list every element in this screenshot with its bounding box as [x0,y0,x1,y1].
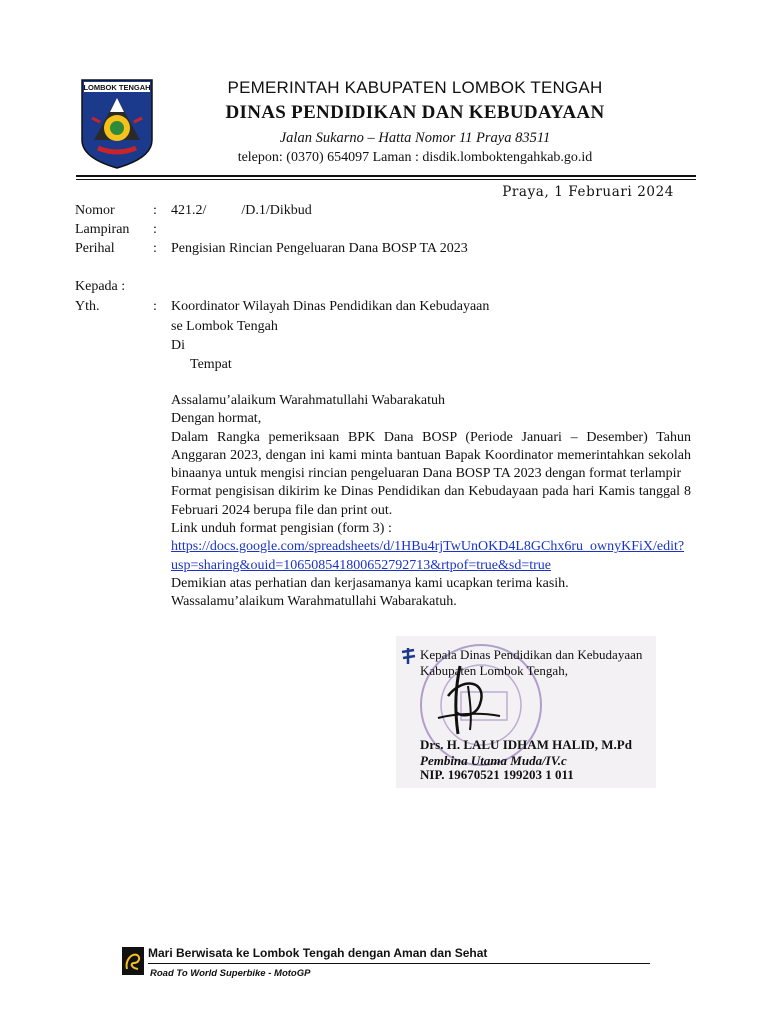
greeting: Assalamu’alaikum Warahmatullahi Wabarakatuh [171,393,446,408]
perihal-label: Perihal [75,241,115,256]
paragraph-2: Format pengisisan dikirim ke Dinas Pendidikan dan Kebudayaan pada hari Kamis tanggal 8 Februari 2024 berupa file dan print out. [171,484,691,518]
yth-colon: : [153,299,157,314]
nomor-value: 421.2/ /D.1/Dikbud [171,203,312,218]
link-label: Link unduh format pengisian (form 3) : [171,521,392,537]
footer-slogan: Mari Berwisata ke Lombok Tengah dengan Aman dan Sehat [148,946,488,960]
lampiran-label: Lampiran [75,222,130,237]
footer-rule [148,963,650,964]
footer-tagline: Road To World Superbike - MotoGP [150,968,311,979]
motogp-circuit-icon [122,947,144,975]
lampiran-colon: : [153,222,157,237]
signatory-rank: Pembina Utama Muda/IV.c [420,753,567,768]
letterhead-address: Jalan Sukarno – Hatta Nomor 11 Praya 83511 [279,130,551,146]
letterhead-rule-thin [76,179,696,180]
kepada-label: Kepada : [75,279,126,294]
closing-1: Demikian atas perhatian dan kerjasamanya kami ucapkan terima kasih. [171,575,569,591]
form-link-line1[interactable]: https://docs.google.com/spreadsheets/d/1HBu4rjTwUnOKD4L8GChx6ru_ownyKFiX/edit? [171,539,685,555]
letterhead-rule-thick [76,175,696,177]
letter-date: Praya, 1 Februari 2024 [502,184,674,200]
recipient-line1: Koordinator Wilayah Dinas Pendidikan dan Kebudayaan [171,299,490,314]
recipient-line3: Di [171,338,185,353]
nomor-label: Nomor [75,203,115,218]
recipient-line2: se Lombok Tengah [171,319,278,334]
letterhead-office: DINAS PENDIDIKAN DAN KEBUDAYAAN [225,102,605,123]
letterhead-government: PEMERINTAH KABUPATEN LOMBOK TENGAH [227,78,603,97]
letter-body [171,392,691,612]
signatory-title-1: Kepala Dinas Pendidikan dan Kebudayaan [420,647,643,662]
regency-logo [80,78,154,170]
closing-2: Wassalamu’alaikum Warahmatullahi Wabarakatuh. [171,594,457,610]
letterhead-contact: telepon: (0370) 654097 Laman : disdik.lomboktengahkab.go.id [237,150,593,165]
form-link-line2[interactable]: usp=sharing&ouid=106508541800652792713&rtpof=true&sd=true [171,557,551,573]
signatory-name: Drs. H. LALU IDHAM HALID, M.Pd [420,737,632,752]
perihal-value: Pengisian Rincian Pengeluaran Dana BOSP TA 2023 [171,241,468,256]
perihal-colon: : [153,241,157,256]
signatory-nip: NIP. 19670521 199203 1 011 [420,767,574,782]
nomor-colon: : [153,203,157,218]
logo-text: LOMBOK TENGAH [83,83,151,92]
salutation: Dengan hormat, [171,411,262,427]
signatory-title-2: Kabupaten Lombok Tengah, [420,663,568,678]
recipient-line4: Tempat [190,357,232,372]
paragraph-1: Dalam Rangka pemeriksaan BPK Dana BOSP (Periode Januari – Desember) Tahun Anggaran 2023, dengan ini kami minta bantuan Bapak Koordinator memerintahkan sekolah binaanya untuk mengisi rincian pengeluaran Dana BOSP TA 2023 dengan format terlampir [171,429,691,482]
yth-label: Yth. [75,299,100,314]
stamp-mark-icon [400,646,418,666]
